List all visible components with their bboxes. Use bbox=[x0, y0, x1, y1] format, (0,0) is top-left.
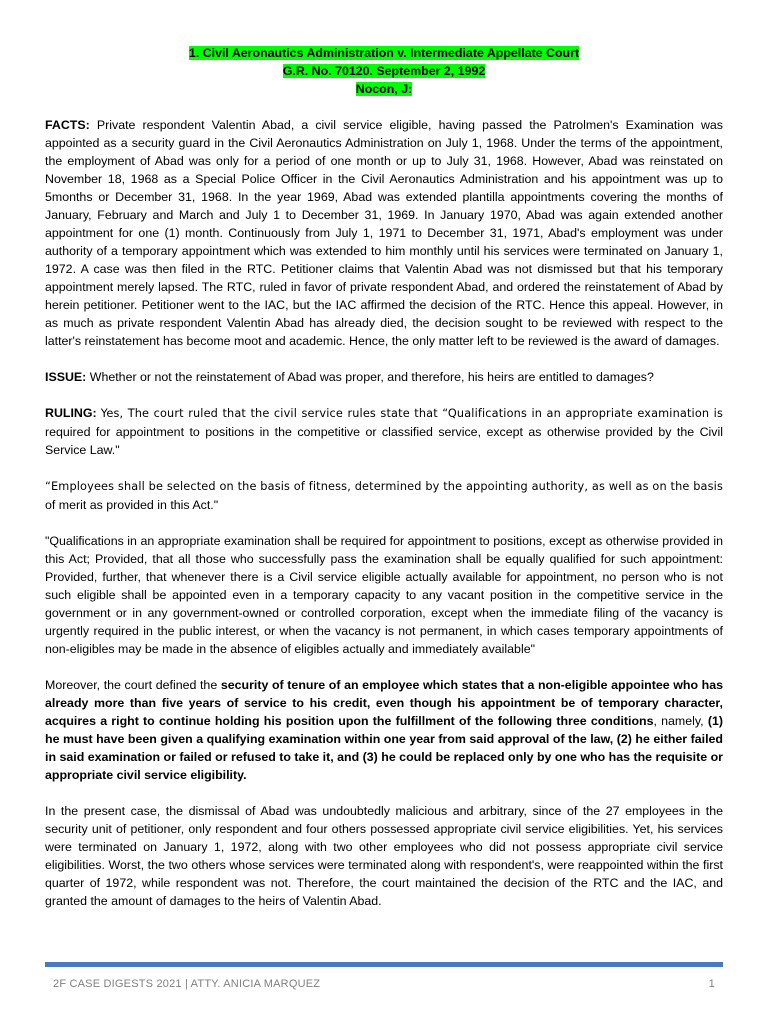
facts-text: Private respondent Valentin Abad, a civil service eligible, having passed the Patrolmen's Examination was appointed as a security guard in the Civil Aeronautics Administration on July 1, 1968. Under the terms of the appointment, the employment of Abad was only for a period of one month or up to July 31, 1968. However, Abad was reinstated on November 18, 1968 as a Special Police Officer in the Civil Aeronautics Administration and his appointment was up to 5months or December 31, 1968. In the year 1969, Abad was extended plantilla appointments covering the months of January, February and March and July 1 to December 31, 1969. In January 1970, Abad was again extended another appointment for one (1) month. Continuously from July 1, 1971 to December 31, 1971, Abad's employment was under authority of a temporary appointment which was extended to him monthly until his services were terminated on January 1, 1972. A case was then filed in the RTC. Petitioner claims that Valentin Abad was not dismissed but that his temporary appointment merely lapsed. The RTC, ruled in favor of private respondent Abad, and ordered the reinstatement of Abad by herein petitioner. Petitioner went to the IAC, but the IAC affirmed the decision of the RTC. Hence this appeal. However, in as much as private respondent Valentin Abad has already died, the decision sought to be reviewed with respect to the latter's reinstatement has become moot and academic. Hence, the only matter left to be reviewed is the award of damages. bbox=[45, 118, 723, 348]
facts-label: FACTS: bbox=[45, 118, 90, 132]
issue-label: ISSUE: bbox=[45, 370, 87, 384]
ruling-text-part2: required for appointment to positions in the competitive or classified service, except as otherwise provided by the Civil Service Law." bbox=[45, 425, 723, 457]
facts-paragraph bbox=[45, 116, 723, 350]
ruling-paragraph bbox=[45, 404, 723, 459]
footer-title: 2F CASE DIGESTS 2021 | ATTY. ANICIA MARQUEZ bbox=[53, 978, 321, 990]
tenure-text-2: , namely, bbox=[653, 714, 708, 728]
document-page bbox=[45, 44, 723, 928]
tenure-text-1: Moreover, the court defined the bbox=[45, 678, 221, 692]
quote-paragraph-2 bbox=[45, 532, 723, 658]
quote-paragraph-1 bbox=[45, 477, 723, 514]
ruling-text-part1: Yes, The court ruled that the civil service rules state that “Qualifications in an appropriate examination is bbox=[100, 407, 723, 420]
ruling-label: RULING: bbox=[45, 406, 97, 420]
tenure-bold-2: (1) he must have been given a qualifying examination within one year from said approval of the law, (2) he either failed in said examination or failed or refused to take it, and (3) he could be replaced only by one who has the requisite or appropriate civil service eligibility. bbox=[45, 714, 723, 782]
tenure-paragraph bbox=[45, 676, 723, 784]
issue-paragraph bbox=[45, 368, 723, 386]
case-citation: G.R. No. 70120. September 2, 1992 bbox=[282, 64, 486, 78]
quote1-text-part1: “Employees shall be selected on the basis of fitness, determined by the appointing authority, as well as on the basis bbox=[45, 480, 723, 493]
footer-rule bbox=[45, 962, 723, 967]
conclusion-text: In the present case, the dismissal of Abad was undoubtedly malicious and arbitrary, since of the 27 employees in the security unit of petitioner, only respondent and four others possessed appropriate civil service eligibilities. Yet, his services were terminated on January 1, 1972, along with two other employees who did not possess appropriate civil service eligibilities. Worst, the two others whose services were terminated along with respondent's, were reappointed within the first quarter of 1972, while respondent was not. Therefore, the court maintained the decision of the RTC and the IAC, and granted the amount of damages to the heirs of Valentin Abad. bbox=[45, 804, 723, 908]
issue-text: Whether or not the reinstatement of Abad was proper, and therefore, his heirs are entitled to damages? bbox=[89, 370, 654, 384]
tenure-bold-1: security of tenure of an employee which states that a non-eligible appointee who has already more than five years of service to his credit, even though his appointment be of temporary character, acquires a right to continue holding his position upon the fulfillment of the following three conditions bbox=[45, 678, 723, 728]
page-number: 1 bbox=[708, 978, 715, 990]
case-header bbox=[45, 44, 723, 98]
case-title: 1. Civil Aeronautics Administration v. Intermediate Appellate Court bbox=[188, 46, 580, 60]
conclusion-paragraph bbox=[45, 802, 723, 910]
case-ponente: Nocon, J: bbox=[355, 82, 413, 96]
quote1-text-part2: of merit as provided in this Act." bbox=[45, 498, 219, 512]
quote2-text: "Qualifications in an appropriate examination shall be required for appointment to positions, except as otherwise provided in this Act; Provided, that all those who successfully pass the examination shall be equally qualified for such appointment: Provided, further, that whenever there is a Civil service eligible actually available for appointment, no person who is not such eligible shall be appointed even in a temporary capacity to any vacant position in the competitive service in the government or in any government-owned or controlled corporation, except when the immediate filing of the vacancy is urgently required in the public interest, or when the vacancy is not permanent, in which cases temporary appointments of non-eligibles may be made in the absence of eligibles actually and immediately available" bbox=[45, 534, 723, 656]
page-footer bbox=[53, 978, 715, 990]
